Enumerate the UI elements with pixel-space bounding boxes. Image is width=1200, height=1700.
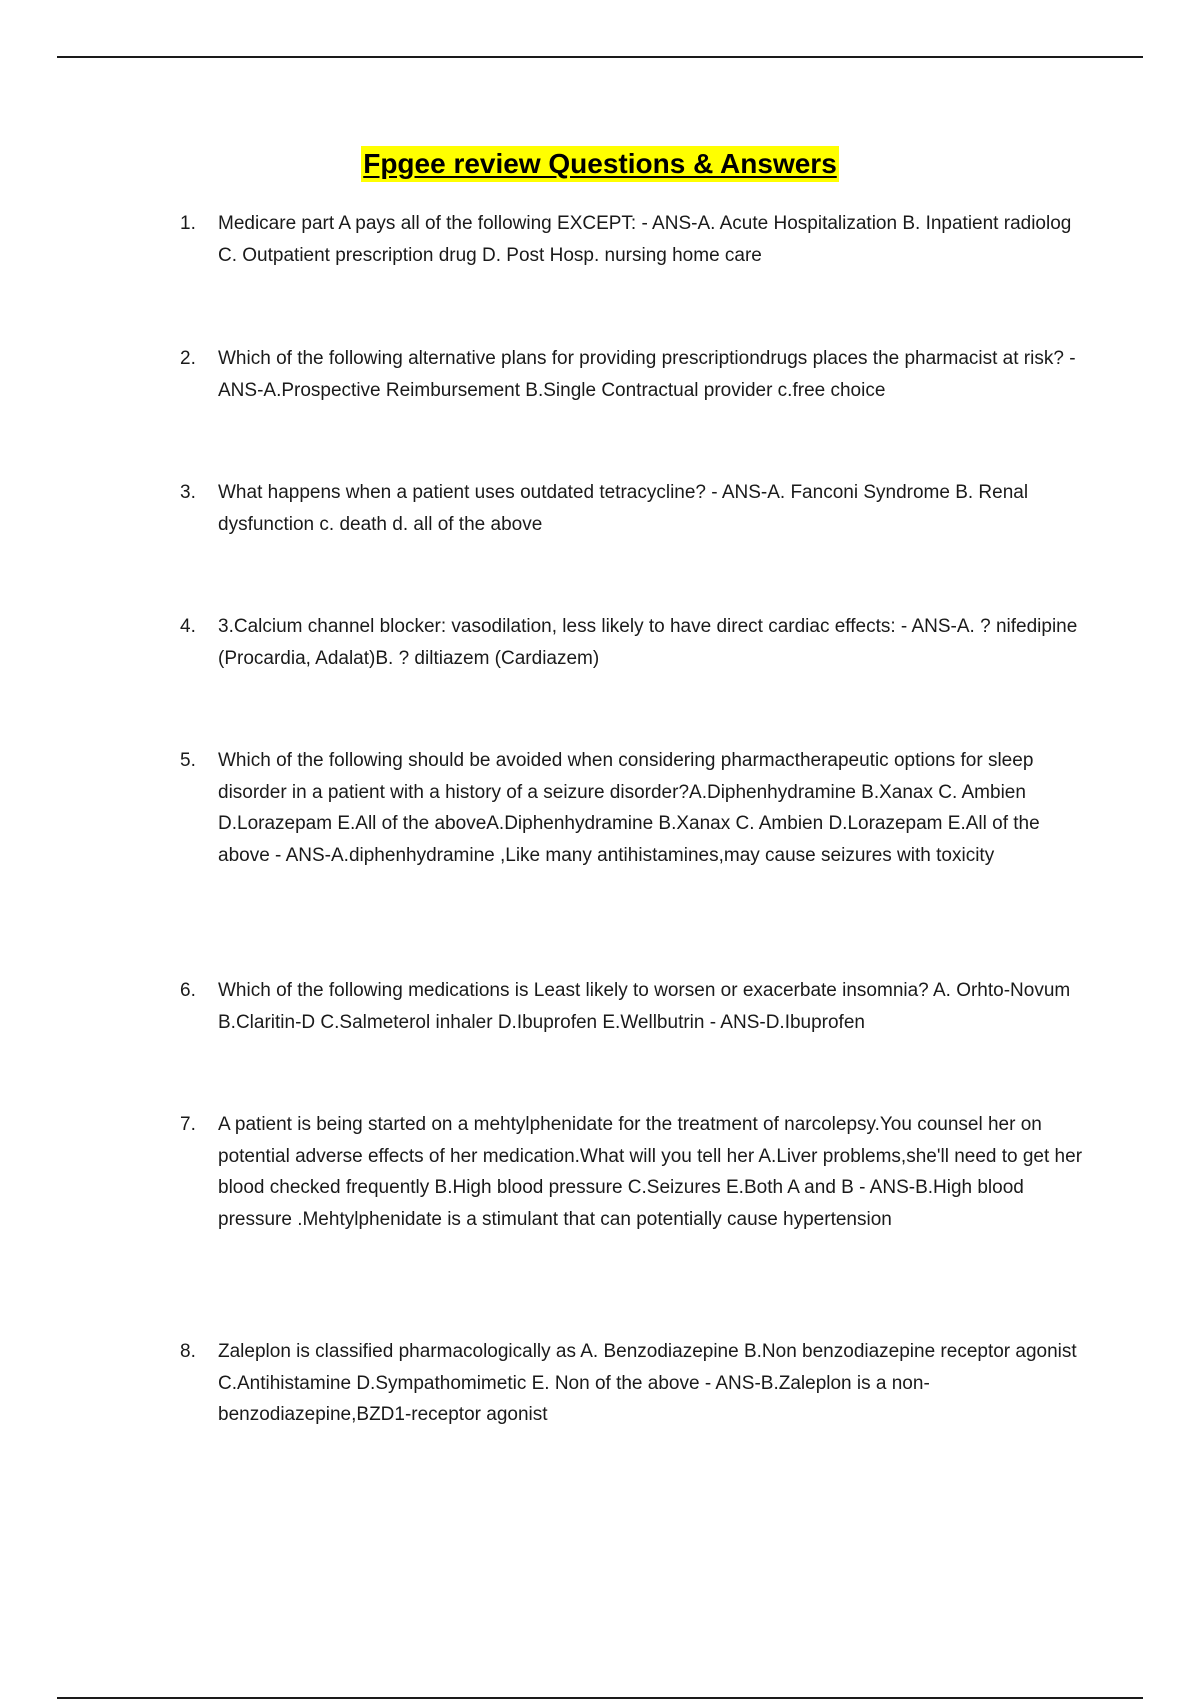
question-number: 8.: [180, 1341, 196, 1362]
question-item-2: [180, 343, 1090, 406]
question-item-3: [180, 477, 1090, 540]
question-item-5: [180, 745, 1090, 871]
question-item-6: [180, 975, 1090, 1038]
question-text: Which of the following should be avoided when considering pharmactherapeutic options for sleep disorder in a patient with a history of a seizure disorder?A.Diphenhydramine B.Xanax C. Ambien D.Lorazepam E.All of the aboveA.Diphenhydramine B.Xanax C. Ambien D.Lorazepam E.All of the above - ANS-A.diphenhydramine ,Like many antihistamines,may cause seizures with toxicity: [218, 750, 1040, 866]
question-text: 3.Calcium channel blocker: vasodilation, less likely to have direct cardiac effects: - ANS-A. ? nifedipine (Procardia, Adalat)B. ? diltiazem (Cardiazem): [218, 616, 1078, 669]
question-number: 4.: [180, 616, 196, 637]
page-title: Fpgee review Questions & Answers: [361, 146, 839, 182]
question-item-8: [180, 1336, 1090, 1431]
question-number: 5.: [180, 750, 196, 771]
question-text: Zaleplon is classified pharmacologically as A. Benzodiazepine B.Non benzodiazepine receptor agonist C.Antihistamine D.Sympathomimetic E. Non of the above - ANS-B.Zaleplon is a non-benzodiazepine,BZD1-receptor agonist: [218, 1341, 1077, 1425]
question-number: 1.: [180, 213, 196, 234]
question-number: 3.: [180, 482, 196, 503]
question-text: Which of the following medications is Least likely to worsen or exacerbate insomnia? A. Orhto-Novum B.Claritin-D C.Salmeterol inhaler D.Ibuprofen E.Wellbutrin - ANS-D.Ibuprofen: [218, 980, 1071, 1033]
question-number: 2.: [180, 348, 196, 369]
question-number: 7.: [180, 1114, 196, 1135]
question-text: Which of the following alternative plans for providing prescriptiondrugs places the pharmacist at risk? - ANS-A.Prospective Reimbursement B.Single Contractual provider c.free choice: [218, 348, 1076, 401]
question-text: What happens when a patient uses outdated tetracycline? - ANS-A. Fanconi Syndrome B. Renal dysfunction c. death d. all of the above: [218, 482, 1029, 535]
question-text: Medicare part A pays all of the following EXCEPT: - ANS-A. Acute Hospitalization B. Inpatient radiolog C. Outpatient prescription drug D. Post Hosp. nursing home care: [218, 213, 1072, 266]
question-text: A patient is being started on a mehtylphenidate for the treatment of narcolepsy.You counsel her on potential adverse effects of her medication.What will you tell her A.Liver problems,she'll need to get her blood checked frequently B.High blood pressure C.Seizures E.Both A and B - ANS-B.High blood pressure .Mehtylphenidate is a stimulant that can potentially cause hypertension: [218, 1114, 1083, 1230]
bottom-rule: [57, 1697, 1143, 1699]
question-item-4: [180, 611, 1090, 674]
question-item-7: [180, 1109, 1090, 1235]
question-number: 6.: [180, 980, 196, 1001]
question-item-1: [180, 208, 1090, 271]
